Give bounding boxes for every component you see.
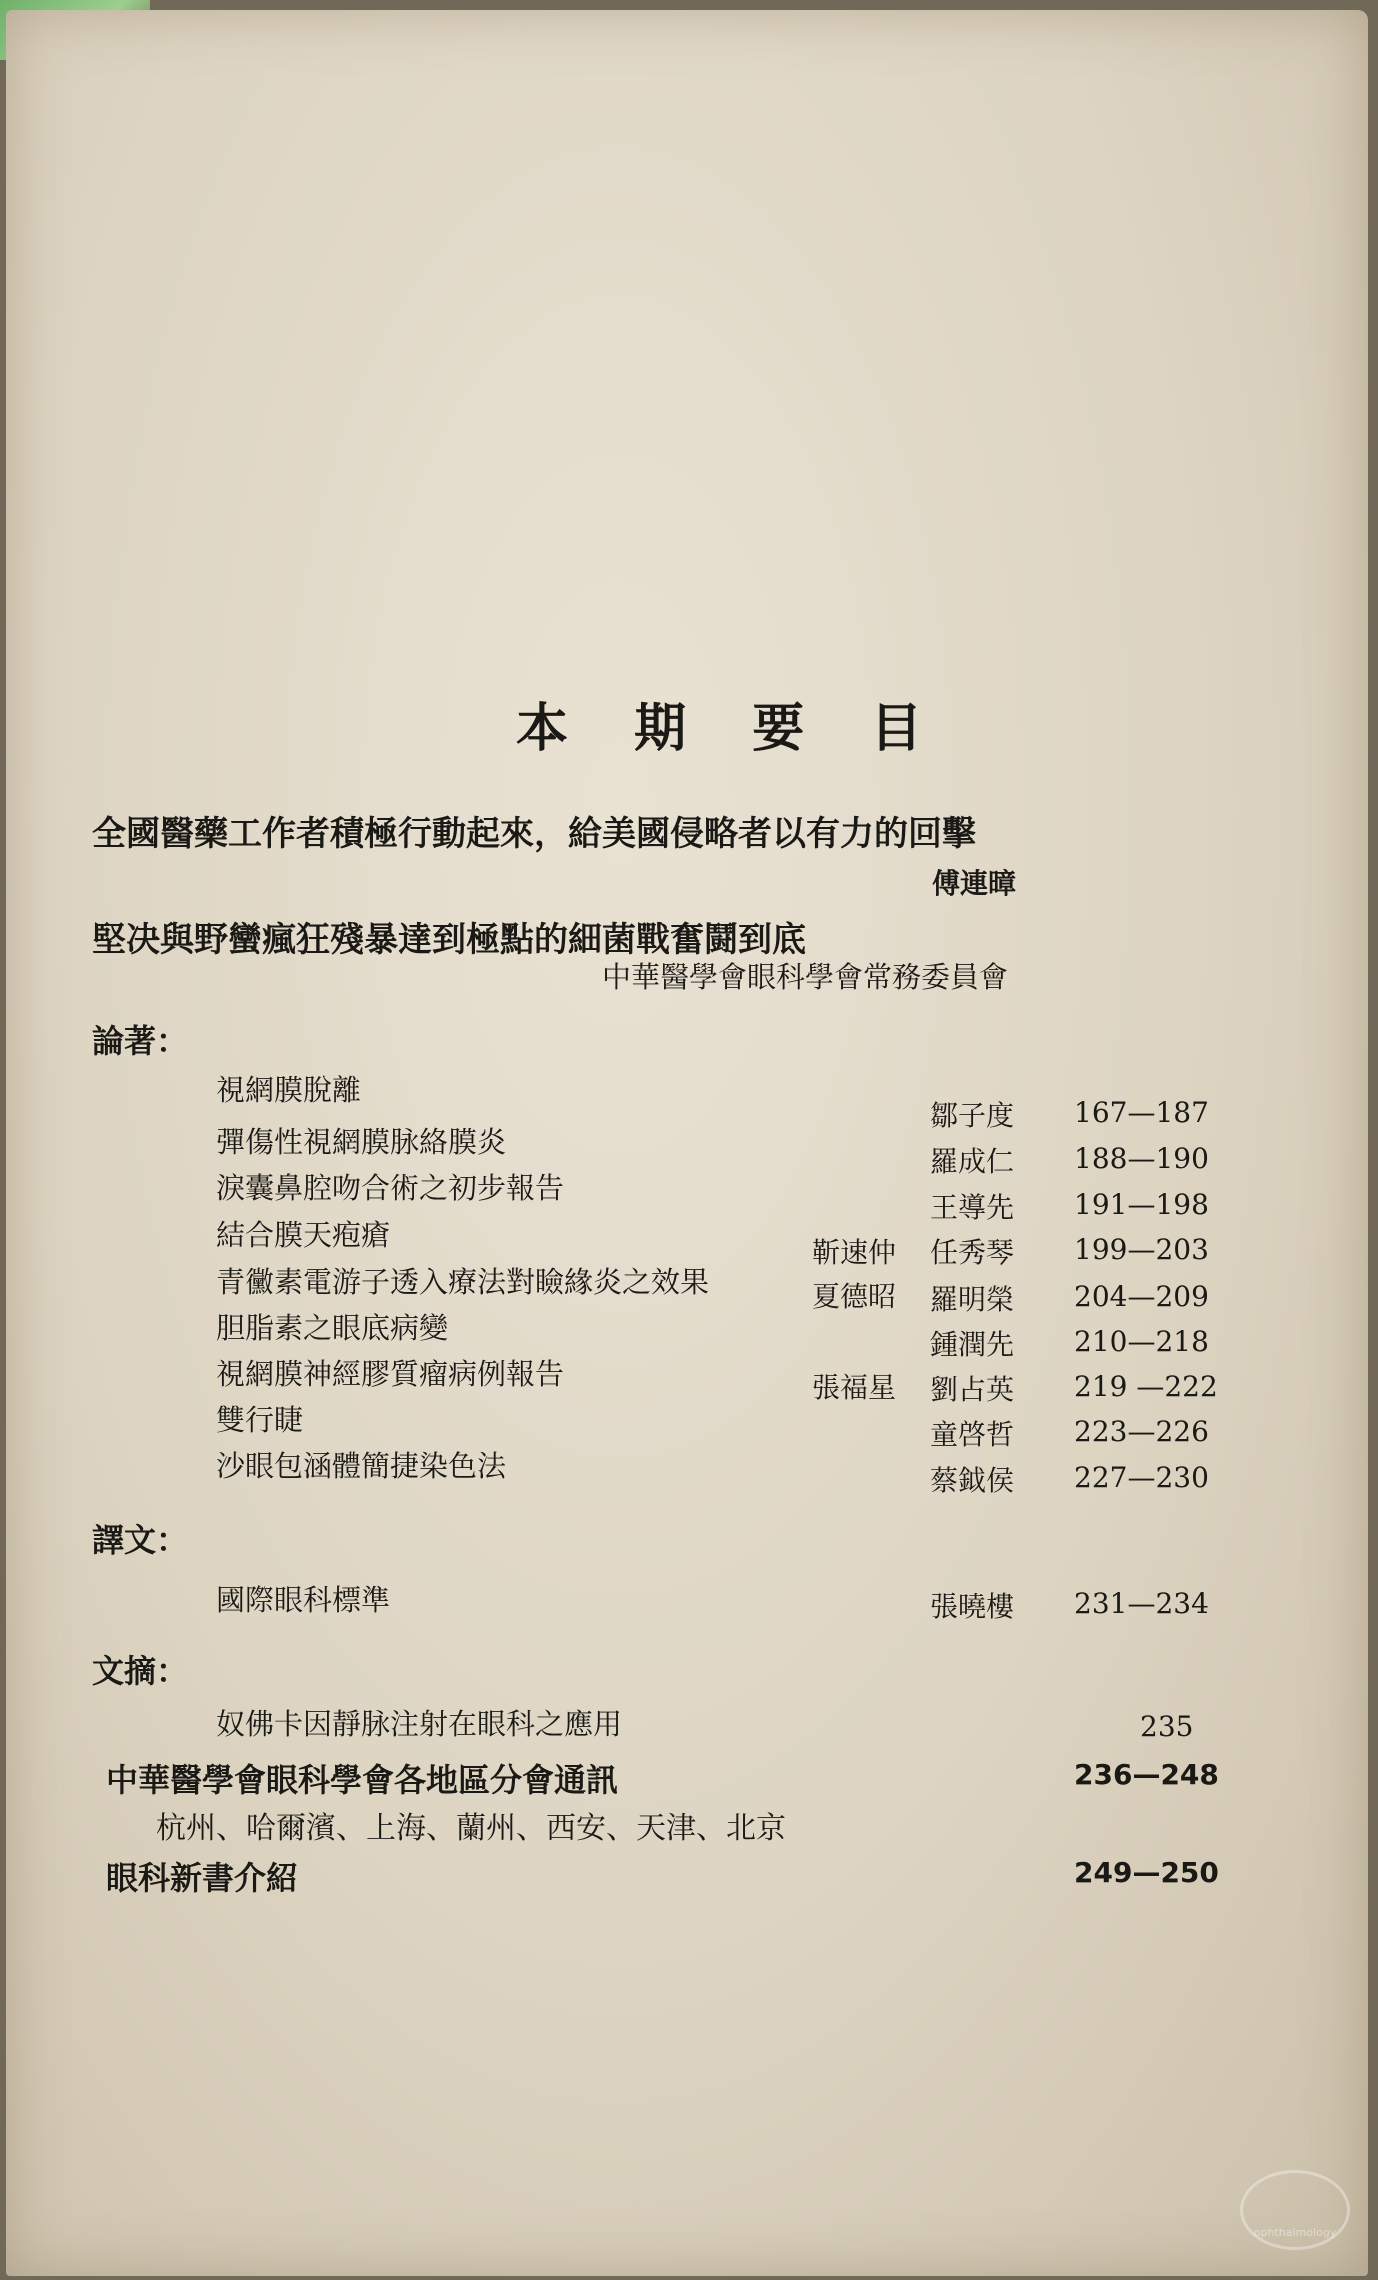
toc-item-coauthor: 夏德昭	[812, 1280, 897, 1313]
page-title: 本 期 要 目	[516, 698, 947, 759]
lead-article-1-author: 傅連暲	[932, 867, 1017, 900]
toc-item-author: 羅成仁	[930, 1145, 1015, 1178]
lead-article-2-title: 堅决與野蠻瘋狂殘暴達到極點的細菌戰奮鬪到底	[92, 920, 806, 960]
toc-item-pages: 199—203	[1074, 1233, 1209, 1266]
toc-item-coauthor: 張福星	[812, 1371, 897, 1404]
toc-item-title: 視網膜神經膠質瘤病例報告	[216, 1357, 565, 1391]
toc-item-coauthor: 靳速仲	[812, 1236, 897, 1269]
toc-item-title: 彈傷性視網膜脉絡膜炎	[216, 1125, 507, 1159]
toc-item-author: 蔡鉞侯	[930, 1464, 1015, 1497]
toc-item-author: 鍾潤先	[930, 1328, 1015, 1361]
toc-item-author: 王導先	[930, 1191, 1015, 1224]
toc-item-author: 任秀琴	[930, 1236, 1015, 1269]
books-heading: 眼科新書介紹	[106, 1859, 299, 1897]
toc-item-author: 童啓哲	[930, 1418, 1015, 1451]
toc-item-pages: 227—230	[1074, 1461, 1209, 1494]
news-pages: 236—248	[1074, 1758, 1219, 1791]
toc-item-pages: 210—218	[1074, 1325, 1209, 1358]
watermark-seal	[1240, 2170, 1350, 2250]
toc-item-pages: 219 —222	[1074, 1370, 1218, 1403]
toc-item-author: 劉占英	[930, 1373, 1015, 1406]
toc-item-title: 結合膜天疱瘡	[216, 1218, 391, 1252]
toc-item-title: 青黴素電游子透入療法對瞼緣炎之效果	[216, 1265, 710, 1299]
section-heading-lunzhu: 論著：	[92, 1022, 189, 1060]
section-heading-wenzhai: 文摘：	[92, 1652, 189, 1690]
toc-item-author: 張曉樓	[930, 1590, 1015, 1623]
toc-item-pages: 235	[1140, 1710, 1194, 1743]
toc-item-title: 國際眼科標準	[216, 1583, 391, 1617]
watermark-text: ophthalmology	[1253, 2226, 1337, 2239]
toc-item-pages: 191—198	[1074, 1188, 1209, 1221]
toc-item-title: 沙眼包涵體簡捷染色法	[216, 1449, 507, 1483]
news-cities: 杭州、哈爾濱、上海、蘭州、西安、天津、北京	[156, 1811, 786, 1846]
toc-item-pages: 167—187	[1074, 1096, 1209, 1129]
toc-item-title: 淚囊鼻腔吻合術之初步報告	[216, 1171, 565, 1205]
lead-article-2-author: 中華醫學會眼科學會常務委員會	[602, 960, 1009, 994]
toc-item-author: 鄒子度	[930, 1099, 1015, 1132]
toc-item-title: 雙行睫	[216, 1403, 304, 1437]
lead-article-1-title: 全國醫藥工作者積極行動起來，給美國侵略者以有力的回擊	[92, 814, 976, 854]
toc-item-pages: 231—234	[1074, 1587, 1209, 1620]
news-heading: 中華醫學會眼科學會各地區分會通訊	[106, 1761, 619, 1799]
book-page	[6, 10, 1368, 2276]
toc-item-author: 羅明榮	[930, 1283, 1015, 1316]
toc-item-title: 胆脂素之眼底病變	[216, 1311, 449, 1345]
toc-item-pages: 204—209	[1074, 1280, 1209, 1313]
toc-item-title: 奴佛卡因靜脉注射在眼科之應用	[216, 1707, 623, 1741]
toc-item-title: 視網膜脫離	[216, 1073, 362, 1107]
toc-item-pages: 188—190	[1074, 1142, 1209, 1175]
books-pages: 249—250	[1074, 1856, 1219, 1889]
toc-item-pages: 223—226	[1074, 1415, 1209, 1448]
section-heading-yiwen: 譯文：	[92, 1521, 189, 1559]
